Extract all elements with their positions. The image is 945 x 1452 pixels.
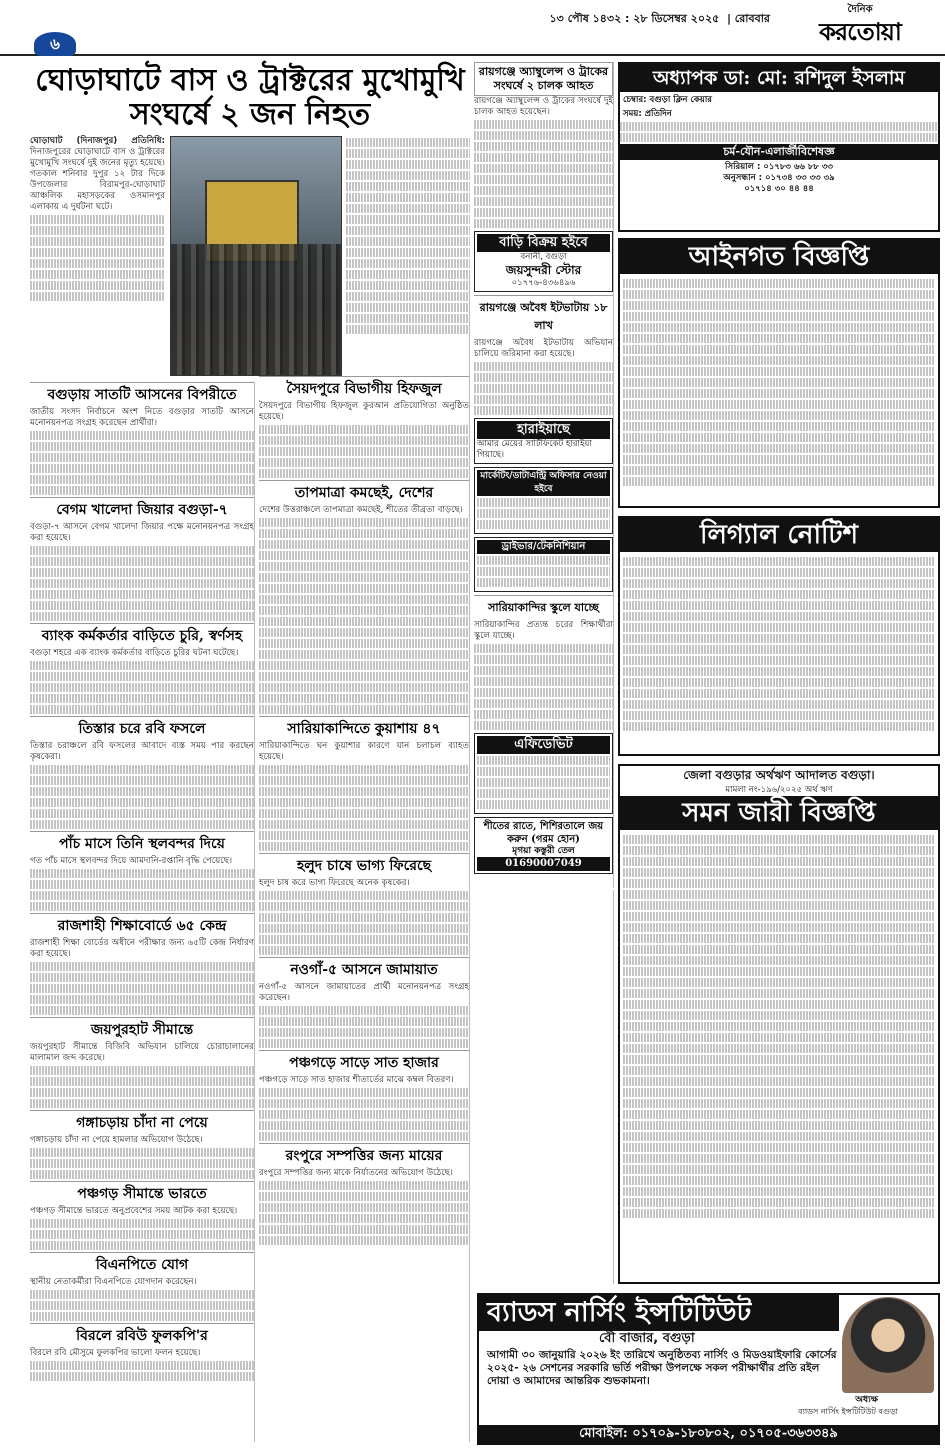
c1-story-2: ব্যাংক কর্মকর্তার বাড়িতে চুরি, স্বর্ণসহ বগুড়া শহরে এক ব্যাংক কর্মকর্তার বাড়িতে চুরির ঘটনা ঘটেছে। bbox=[30, 623, 254, 714]
masthead-logo: করতোয়া bbox=[819, 16, 901, 46]
doctor-chamber: চেম্বার: বগুড়া ক্লিন কেয়ার bbox=[623, 95, 712, 105]
court-summons-ad bbox=[618, 764, 940, 1284]
lead-headline: ঘোড়াঘাটে বাস ও ট্রাক্টরের মুখোমুখি সংঘর্ষে ২ জন নিহত bbox=[35, 63, 465, 132]
c2-headline: সারিয়াকান্দিতে কুয়াশায় ৪৭ bbox=[259, 716, 469, 738]
court-case-number: মামলা নং-১৯৬/২০২৫ অর্থ ঋণ bbox=[725, 785, 833, 795]
c1-story-4: পাঁচ মাসে তিনি স্থলবন্দর দিয়ে গত পাঁচ মাসে স্থলবন্দর দিয়ে আমদানি-রপ্তানি বৃদ্ধি পেয়েছে। bbox=[30, 831, 254, 911]
nursing-location: বৌ বাজার, বগুড়া bbox=[599, 1331, 695, 1346]
c3-headline: রায়গঞ্জে অ্যাম্বুলেন্স ও ট্রাকের সংঘর্ষে ২ চালক আহত bbox=[474, 62, 613, 96]
notice-1-title: আইনগত বিজ্ঞপ্তি bbox=[620, 240, 938, 274]
c2-story-0: সৈয়দপুরে বিভাগীয় হিফজুল সৈয়দপুরে বিভাগীয় হিফজুল কুরআন প্রতিযোগিতা অনুষ্ঠিত হয়েছে। bbox=[259, 376, 469, 478]
c1-headline: বেগম খালেদা জিয়ার বগুড়া-৭ bbox=[30, 497, 254, 519]
c2-headline: তাপমাত্রা কমছেই, দেশের bbox=[259, 480, 469, 502]
lead-text-col bbox=[30, 136, 165, 366]
column-3 bbox=[474, 62, 614, 1284]
winter-ad-title: শীতের রাতে, শিশিরতালে জয় করুন (গরম হোন) bbox=[483, 821, 604, 845]
c2-headline: হলুদ চাষে ভাগ্য ফিরেছে bbox=[259, 853, 469, 875]
c1-headline: বিএনপিতে যোগ bbox=[30, 1252, 254, 1274]
column-1 bbox=[30, 382, 255, 1442]
c1-headline: রাজশাহী শিক্ষাবোর্ডে ৬৫ কেন্দ্র bbox=[30, 913, 254, 935]
c1-story-8: পঞ্চগড় সীমান্তে ভারতে পঞ্চগড় সীমান্তে ভারতে অনুপ্রবেশের সময় আটক করা হয়েছে। bbox=[30, 1181, 254, 1250]
c1-headline: ব্যাংক কর্মকর্তার বাড়িতে চুরি, স্বর্ণসহ bbox=[30, 623, 254, 645]
doctor-time: সময়: প্রতিদিন bbox=[623, 109, 672, 119]
doctor-phone: সিরিয়াল : ০১৭৮৩ ৬৬ ৮৮ ৩৩ bbox=[725, 162, 833, 172]
sale-ad-text: বনানী, বগুড়া bbox=[520, 252, 567, 262]
c1-headline: পাঁচ মাসে তিনি স্থলবন্দর দিয়ে bbox=[30, 831, 254, 853]
c2-story-5: পঞ্চগড়ে সাড়ে সাত হাজার পঞ্চগড়ে সাড়ে সাত হাজার শীতার্তের মাঝে কম্বল বিতরণ। bbox=[259, 1050, 469, 1141]
legal-notice-ad-1 bbox=[618, 238, 940, 508]
affidavit-ad bbox=[474, 733, 613, 814]
sale-ad bbox=[474, 231, 613, 292]
c2-headline: রংপুরে সম্পত্তির জন্য মায়ের bbox=[259, 1143, 469, 1165]
nursing-mobile: মোবাইল: ০১৭০৯-১৮০৮০২, ০১৭০৫-৩৬৩৩৪৯ bbox=[479, 1425, 938, 1443]
student-photo bbox=[842, 1297, 934, 1393]
c1-headline: তিস্তার চরে রবি ফসলে bbox=[30, 716, 254, 738]
c1-headline: বগুড়ায় সাতটি আসনের বিপরীতে bbox=[30, 382, 254, 404]
court-line: জেলা বগুড়ার অর্থঋণ আদালত বগুড়া। bbox=[683, 768, 875, 782]
legal-notice-ad-2 bbox=[618, 516, 940, 756]
doctor-name: অধ্যাপক ডা: মো: রশিদুল ইসলাম bbox=[620, 64, 938, 92]
winter-ad-product: মৃগয়া কস্তুরী তেল bbox=[512, 846, 575, 856]
doctor-ad bbox=[618, 62, 940, 232]
shop-title: জয়সুন্দরী স্টোর bbox=[505, 263, 582, 277]
c3-story-3: সারিয়াকান্দির স্কুলে যাচ্ছে সারিয়াকান্দির প্রত্যন্ত চরের শিক্ষার্থীরা স্কুলে যাচ্ছে। bbox=[474, 595, 613, 730]
winter-ad-phone: 01690007049 bbox=[477, 857, 610, 871]
c1-headline: জয়পুরহাট সীমান্তে bbox=[30, 1017, 254, 1039]
c1-story-1: বেগম খালেদা জিয়ার বগুড়া-৭ বগুড়া-৭ আসনে বেগম খালেদা জিয়ার পক্ষে মনোনয়নপত্র সংগ্রহ করা হয়েছে। bbox=[30, 497, 254, 621]
date-line: ১৩ পৌষ ১৪৩২ : ২৮ ডিসেম্বর ২০২৫ | রোববার bbox=[549, 12, 770, 25]
lead-text: দিনাজপুরের ঘোড়াঘাটে বাস ও ট্রাক্টরের মুখোমুখি সংঘর্ষে দুই জনের মৃত্যু হয়েছে। গতকাল শনিবার দুপুর ১২ টার দিকে উপজেলার বিরামপুর-ঘোড়াঘাট আঞ্চলিক মহাসড়কের ওসমানপুর এলাকায় এ দুর্ঘটনা ঘটে। bbox=[30, 147, 165, 212]
c2-story-3: হলুদ চাষে ভাগ্য ফিরেছে হলুদ চাষ করে ভাগ্য ফিরেছে অনেক কৃষকের। bbox=[259, 853, 469, 955]
doctor-phone: অনুসন্ধান : ০১৭৩৪ ৩৩ ৩৩ ৩৯ bbox=[723, 173, 835, 183]
job-ad-1 bbox=[474, 467, 613, 534]
nursing-title: ব্যাডস নার্সিং ইন্সটিটিউট bbox=[479, 1295, 839, 1331]
c2-story-2: সারিয়াকান্দিতে কুয়াশায় ৪৭ সারিয়াকান্দিতে ঘন কুয়াশার কারণে যান চলাচল ব্যাহত হয়েছে। bbox=[259, 716, 469, 851]
c3-story-1: রায়গঞ্জে অ্যাম্বুলেন্স ও ট্রাকের সংঘর্ষে ২ চালক আহত রায়গঞ্জে অ্যাম্বুলেন্স ও ট্রাকের সংঘর্ষে দুই চালক আহত হয়েছেন। bbox=[474, 62, 613, 228]
c3-story-2: রায়গঞ্জে অবৈধ ইটভাটায় ১৮ লাখ রায়গঞ্জে অবৈধ ইটভাটায় অভিযান চালিয়ে জরিমানা করা হয়েছে। bbox=[474, 295, 613, 415]
nursing-signer-org: ব্যাডস নার্সিং ইন্সটিটিউট বগুড়া bbox=[798, 1407, 898, 1416]
c1-story-0: বগুড়ায় সাতটি আসনের বিপরীতে জাতীয় সংসদ নির্বাচনে অংশ নিতে বগুড়ার সাতটি আসনে মনোনয়নপত্র সংগ্রহ করেছেন প্রার্থীরা। bbox=[30, 382, 254, 495]
column-2 bbox=[259, 270, 470, 1442]
c1-story-7: গঙ্গাচড়ায় চাঁদা না পেয়ে গঙ্গাচড়ায় চাঁদা না পেয়ে হামলার অভিযোগ উঠেছে। bbox=[30, 1110, 254, 1179]
lead-headline-box bbox=[30, 64, 470, 134]
c3-headline: সারিয়াকান্দির স্কুলে যাচ্ছে bbox=[474, 595, 613, 617]
c1-headline: গঙ্গাচড়ায় চাঁদা না পেয়ে bbox=[30, 1110, 254, 1132]
c2-headline: পঞ্চগড়ে সাড়ে সাত হাজার bbox=[259, 1050, 469, 1072]
nursing-institute-ad bbox=[477, 1293, 940, 1445]
job-ad-2-title: ড্রাইভার/টেকনিশিয়ান bbox=[477, 540, 610, 554]
c2-headline: নওগাঁ-৫ আসনে জামায়াত bbox=[259, 957, 469, 979]
notice-2-title: লিগ্যাল নোটিশ bbox=[620, 518, 938, 552]
c1-story-5: রাজশাহী শিক্ষাবোর্ডে ৬৫ কেন্দ্র রাজশাহী শিক্ষা বোর্ডের অধীনে পরীক্ষার জন্য ৬৫টি কেন্দ্র নির্ধারণ করা হয়েছে। bbox=[30, 913, 254, 1015]
lead-dateline: ঘোড়াঘাট (দিনাজপুর) প্রতিনিধি: bbox=[30, 136, 165, 146]
date-text: ১৩ পৌষ ১৪৩২ : ২৮ ডিসেম্বর ২০২৫ bbox=[549, 12, 720, 25]
lost-ad bbox=[474, 418, 613, 464]
day-text: রোববার bbox=[734, 12, 770, 25]
c1-headline: বিরলে রবিউ ফুলকপি'র bbox=[30, 1323, 254, 1345]
page-number-badge: ৬ bbox=[34, 32, 76, 56]
job-ad-1-title: মার্কেটিং/ডাটাএন্ট্রি অফিসার নেওয়া হইবে bbox=[477, 470, 610, 496]
winter-ad bbox=[474, 817, 613, 874]
nursing-signer: অধ্যক্ষ bbox=[855, 1395, 878, 1405]
c2-headline: সৈয়দপুরে বিভাগীয় হিফজুল bbox=[259, 376, 469, 398]
c2-story-4: নওগাঁ-৫ আসনে জামায়াত নওগাঁ-৫ আসনে জামায়াতের প্রার্থী মনোনয়নপত্র সংগ্রহ করেছেন। bbox=[259, 957, 469, 1048]
c1-story-3: তিস্তার চরে রবি ফসলে তিস্তার চরাঞ্চলে রবি ফসলের আবাদে ব্যস্ত সময় পার করছেন কৃষকেরা। bbox=[30, 716, 254, 829]
sale-ad-title: বাড়ি বিক্রয় হইবে bbox=[477, 234, 610, 252]
doctor-specialty: চর্ম-যৌন-এলার্জীবিশেষজ্ঞ bbox=[620, 144, 938, 160]
affidavit-title: এফিডেভিট bbox=[477, 736, 610, 754]
job-ad-2 bbox=[474, 537, 613, 592]
summons-title: সমন জারী বিজ্ঞপ্তি bbox=[620, 796, 938, 830]
c1-story-10: বিরলে রবিউ ফুলকপি'র বিরলে রবি মৌসুমে ফুলকপির ভালো ফলন হয়েছে। bbox=[30, 1323, 254, 1381]
shop-phone: ০১৭৭৬-৪৩৬৪৯৬ bbox=[511, 278, 576, 288]
masthead-small: দৈনিক bbox=[847, 4, 873, 15]
c3-headline: রায়গঞ্জে অবৈধ ইটভাটায় ১৮ লাখ bbox=[474, 295, 613, 335]
lost-ad-title: হারাইয়াছে bbox=[477, 421, 610, 439]
c2-story-6: রংপুরে সম্পত্তির জন্য মায়ের রংপুরে সম্পত্তির জন্য মাকে নির্যাতনের অভিযোগ উঠেছে। bbox=[259, 1143, 469, 1245]
c1-headline: পঞ্চগড় সীমান্তে ভারতে bbox=[30, 1181, 254, 1203]
c1-story-9: বিএনপিতে যোগ স্থানীয় নেতাকর্মীরা বিএনপিতে যোগদান করেছেন। bbox=[30, 1252, 254, 1321]
c1-story-6: জয়পুরহাট সীমান্তে জয়পুরহাট সীমান্তে বিজিবি অভিযান চালিয়ে চোরাচালানের মালামাল জব্দ করেছে। bbox=[30, 1017, 254, 1108]
lost-ad-text: আমার মেয়ের সার্টিফিকেট হারাইয়া গিয়াছে। bbox=[477, 439, 592, 460]
page-header bbox=[0, 0, 945, 56]
c2-story-1: তাপমাত্রা কমছেই, দেশের দেশের উত্তরাঞ্চলে তাপমাত্রা কমছেই, শীতের তীব্রতা বাড়ছে। bbox=[259, 480, 469, 714]
nursing-text: আগামী ৩০ জানুয়ারি ২০২৬ ইং তারিখে অনুষ্ঠিতব্য নার্সিং ও মিডওয়াইফারি কোর্সের ২০২৫- ২৬ সেশনের সরকারি ভর্তি পরীক্ষা উপলক্ষে সকল পরীক্ষার্থীর প্রতি রইল দোয়া ও আমাদের আন্তরিক শুভকামনা। bbox=[487, 1349, 837, 1388]
doctor-phone: ০১৭১৪ ৩০ ৪৪ ৪৪ bbox=[744, 184, 814, 194]
masthead bbox=[780, 4, 940, 52]
